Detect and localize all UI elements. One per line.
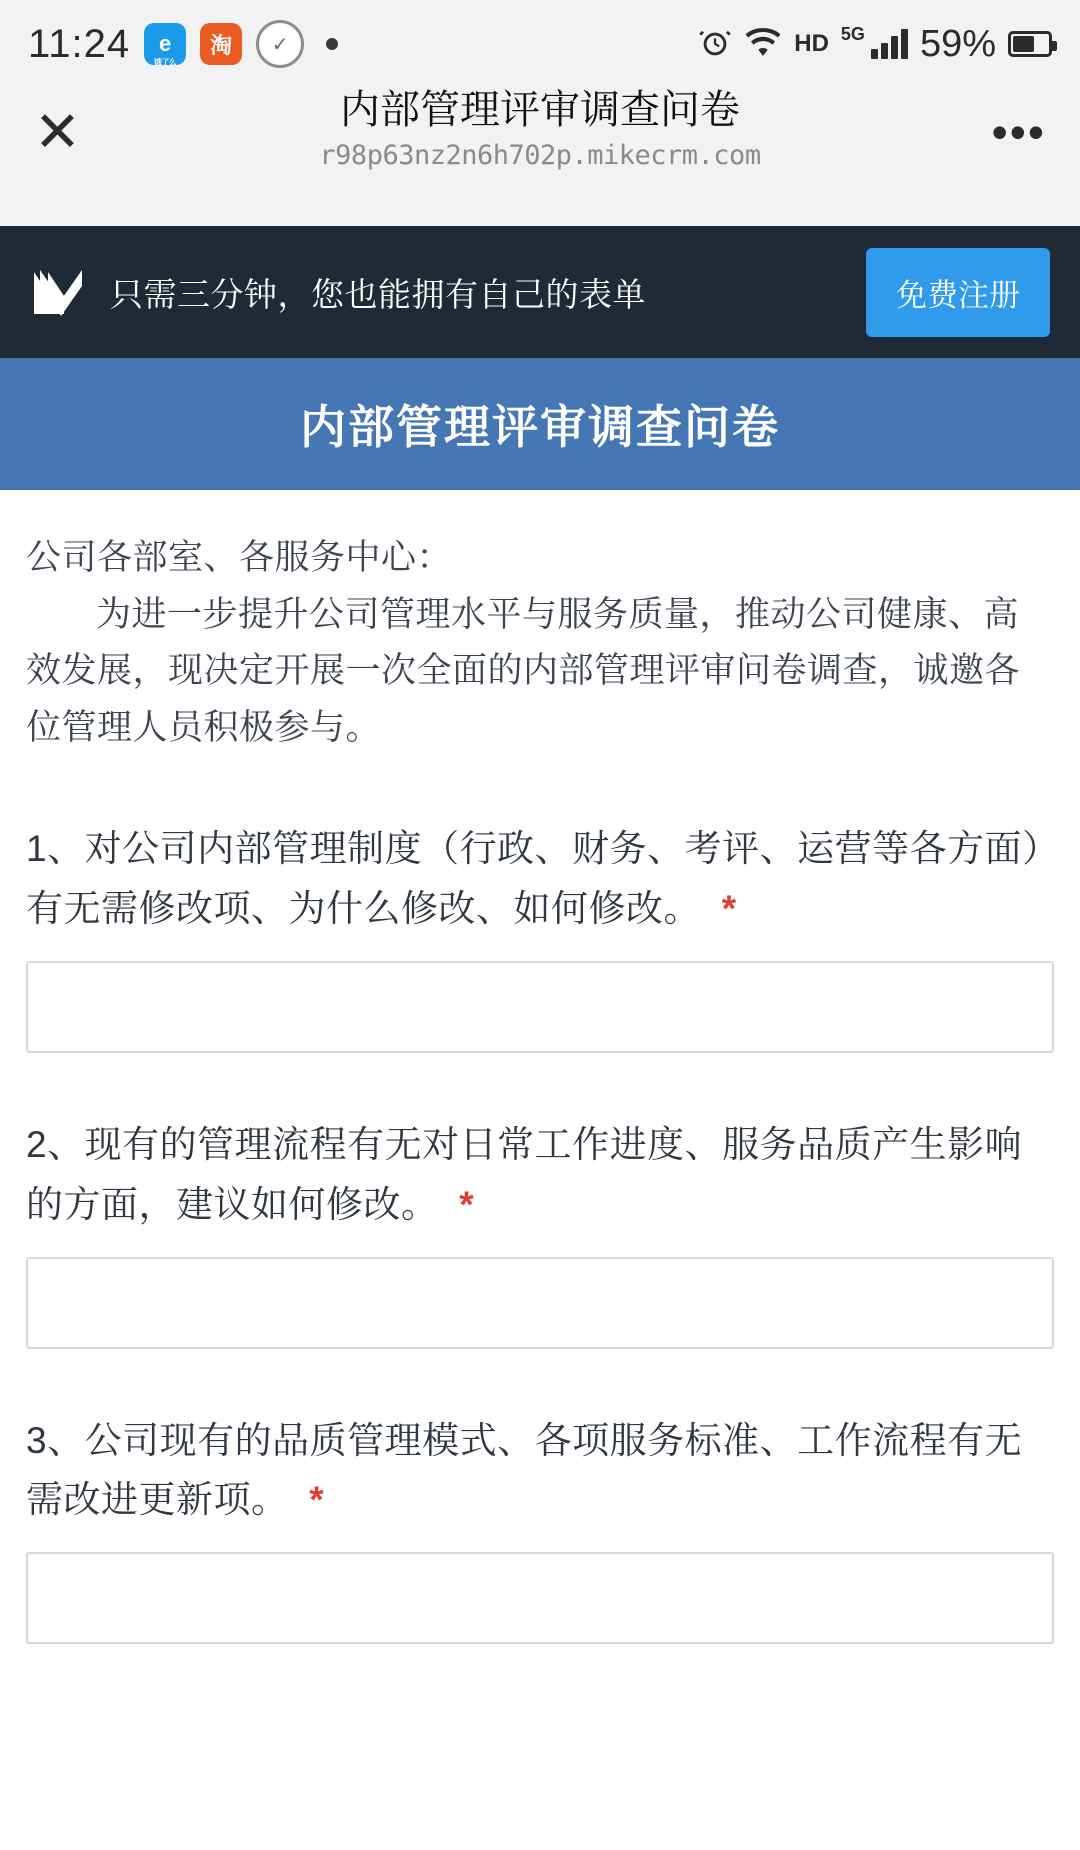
question-2-required-mark: * <box>459 1183 475 1225</box>
browser-title-group <box>0 88 1080 171</box>
status-bar-left <box>28 20 338 68</box>
battery-icon <box>1008 31 1052 57</box>
form-header <box>0 358 1080 490</box>
question-3-label <box>26 1411 1054 1531</box>
promo-text: 只需三分钟，您也能拥有自己的表单 <box>110 275 646 313</box>
browser-bar-spacer <box>0 176 1080 226</box>
free-register-button[interactable]: 免费注册 <box>866 248 1050 337</box>
hd-icon: HD <box>794 30 829 57</box>
network-type-label: 5G <box>840 24 865 44</box>
question-1-required-mark: * <box>721 887 737 929</box>
form-body <box>0 490 1080 1644</box>
question-1 <box>26 819 1054 1053</box>
ele-me-icon-glyph: e <box>159 31 172 56</box>
mikecrm-logo-icon <box>30 266 92 318</box>
question-3-text: 3、公司现有的品质管理模式、各项服务标准、工作流程有无需改进更新项。 <box>26 1419 1023 1521</box>
question-1-text: 1、对公司内部管理制度（行政、财务、考评、运营等各方面）有无需修改项、为什么修改、如何修改。 <box>26 827 1042 929</box>
question-3 <box>26 1411 1054 1645</box>
ele-me-icon-sub: 饿了么 <box>153 58 177 67</box>
battery-percent-label: 59% <box>919 22 996 65</box>
status-bar-right <box>698 23 1052 66</box>
page-title: 内部管理评审调查问卷 <box>340 88 740 132</box>
alarm-icon <box>698 27 732 61</box>
check-icon <box>256 20 304 68</box>
question-1-input[interactable] <box>26 961 1054 1053</box>
promo-banner <box>0 226 1080 358</box>
question-1-label <box>26 819 1054 939</box>
close-icon[interactable]: ✕ <box>34 100 81 163</box>
check-icon-glyph: ✓ <box>271 33 289 56</box>
question-3-input[interactable] <box>26 1552 1054 1644</box>
form-intro-line2: 为进一步提升公司管理水平与服务质量，推动公司健康、高效发展，现决定开展一次全面的内部管理评审问卷调查，诚邀各位管理人员积极参与。 <box>26 594 1021 748</box>
question-3-required-mark: * <box>309 1479 325 1521</box>
question-2-text: 2、现有的管理流程有无对日常工作进度、服务品质产生影响的方面，建议如何修改。 <box>26 1123 1023 1225</box>
form-intro-line1: 公司各部室、各服务中心： <box>26 538 453 577</box>
taobao-icon-glyph: 淘 <box>210 32 233 58</box>
ele-me-icon <box>144 23 186 65</box>
taobao-icon <box>200 23 242 65</box>
question-2-input[interactable] <box>26 1257 1054 1349</box>
form-title: 内部管理评审调查问卷 <box>300 401 780 453</box>
form-intro <box>26 530 1054 757</box>
wifi-icon <box>744 28 782 60</box>
status-clock: 11:24 <box>28 21 131 66</box>
page-url[interactable]: r98p63nz2n6h702p.mikecrm.com <box>319 140 761 171</box>
question-2-label <box>26 1115 1054 1235</box>
browser-title-bar <box>0 88 1080 176</box>
question-2 <box>26 1115 1054 1349</box>
more-options-icon[interactable]: ••• <box>991 105 1046 158</box>
status-bar <box>0 0 1080 88</box>
notification-dot-icon <box>326 38 338 50</box>
signal-strength-icon <box>871 29 908 59</box>
